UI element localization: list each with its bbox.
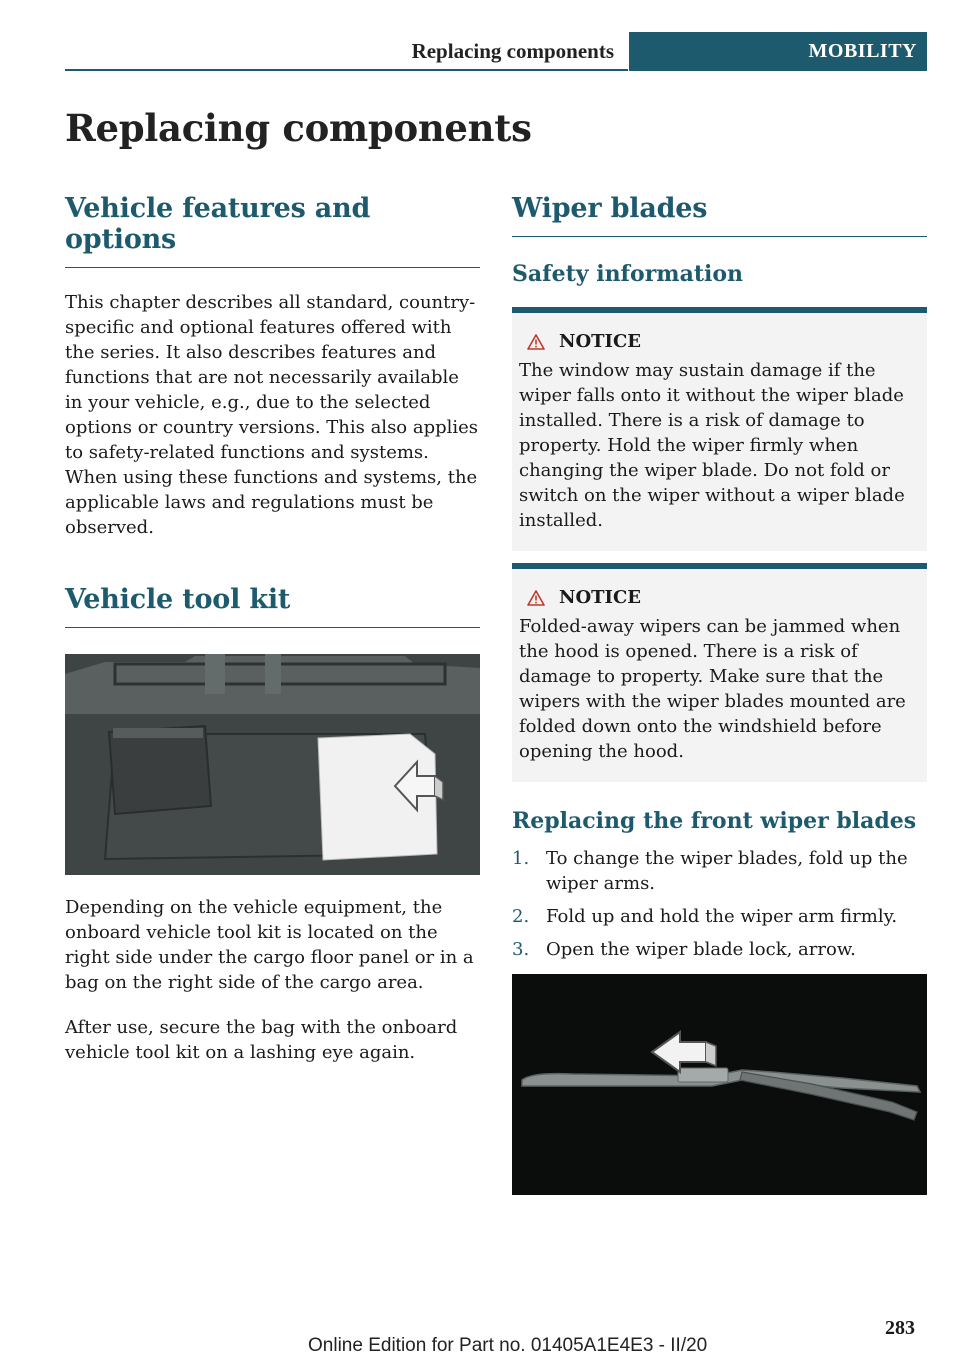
tool-kit-para1: Depending on the vehicle equipment, the onboard vehicle tool kit is located on the right side under the cargo floor panel or in a bag on the right side of the cargo area. [65,897,474,993]
notice-box-2 [512,563,927,782]
safety-info-heading: Safety information [512,261,744,287]
notice-text: Folded-away wipers can be jammed when the hood is opened. There is a risk of damage to property. Make sure that the wipers with the wiper blades mounted are folded down onto the windshield before opening the hood. [519,616,906,762]
list-item [512,904,927,929]
notice-box-1 [512,307,927,551]
warning-icon [527,590,545,606]
notice-header [519,331,919,352]
step-number: 1. [512,848,530,869]
tool-kit-para2: After use, secure the bag with the onboard vehicle tool kit on a lashing eye again. [65,1017,458,1063]
page-number: 283 [885,1317,915,1339]
vehicle-features-body: This chapter describes all standard, country-specific and optional features offered with the series. It also describes features and functions that are not necessarily available in your vehicle, e.g., due to the selected options or country versions. This also applies to safety-related functions and systems. When using these functions and systems, the applicable laws and regulations must be observed. [65,292,479,538]
step-text: Fold up and hold the wiper arm firmly. [546,906,898,927]
step-text: To change the wiper blades, fold up the wiper arms. [546,848,908,894]
replace-wiper-heading: Replacing the front wiper blades [512,808,917,834]
steps-list [512,846,927,962]
list-item [512,937,927,962]
page-title: Replacing components [65,106,532,150]
step-number: 3. [512,939,530,960]
notice-header [519,587,919,608]
wiper-blade-figure [512,974,927,1195]
notice-label: NOTICE [559,587,641,608]
vehicle-features-heading: Vehicle features and options [65,193,480,268]
footer-edition: Online Edition for Part no. 01405A1E4E3 - II/20 [308,1335,708,1356]
wiper-blades-heading: Wiper blades [512,193,927,237]
left-column [65,193,480,1065]
step-number: 2. [512,906,530,927]
tool-kit-heading: Vehicle tool kit [65,584,480,628]
tool-kit-figure [65,654,480,875]
header-chapter-tab: MOBILITY [629,32,927,71]
right-column [512,193,927,1195]
notice-text: The window may sustain damage if the wiper falls onto it without the wiper blade installed. There is a risk of damage to property. Hold the wiper firmly when changing the wiper blade. Do not fold or switch on the wiper without a wiper blade installed. [519,360,905,531]
list-item [512,846,927,896]
header-section-title: Replacing components [65,32,628,71]
notice-label: NOTICE [559,331,641,352]
warning-icon [527,334,545,350]
step-text: Open the wiper blade lock, arrow. [546,939,856,960]
